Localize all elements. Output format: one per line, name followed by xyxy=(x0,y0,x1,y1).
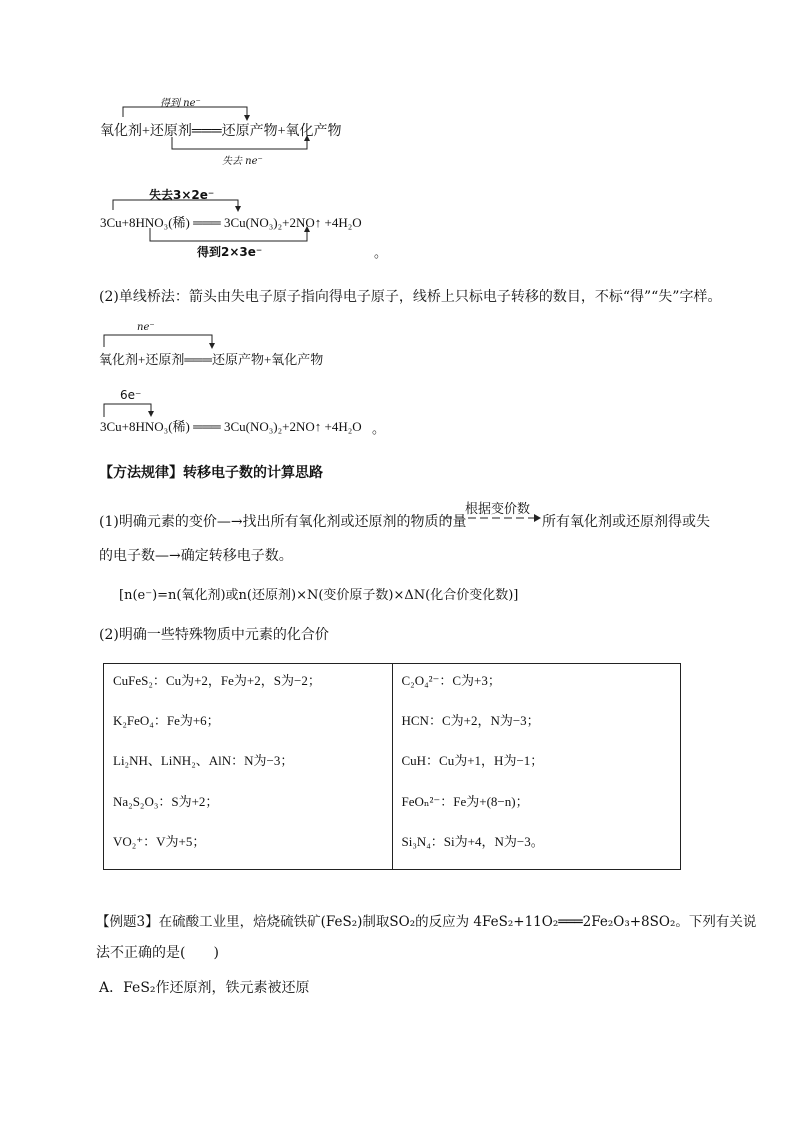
table-cell: Si₃N₄：Si为+4，N为−3。 xyxy=(401,834,544,849)
table-cell: FeOₙ²⁻：Fe为+(8−n)； xyxy=(401,794,529,809)
diagram4-equation: 3Cu+8HNO₃(稀) ═══ 3Cu(NO₃)₂+2NO↑ +4H₂O xyxy=(100,419,362,434)
diagram1-equation: 氧化剂+还原剂═══还原产物+氧化产物 xyxy=(100,124,342,139)
valence-table-left-column xyxy=(104,664,392,869)
diagram2-bottom-label: 得到2×3e⁻ xyxy=(197,245,263,259)
diagram4-top-label: 6e⁻ xyxy=(120,388,142,402)
example-line2: 法不正确的是( ) xyxy=(96,945,219,961)
diagram2-equation: 3Cu+8HNO₃(稀) ═══ 3Cu(NO₃)₂+2NO↑ +4H₂O xyxy=(100,215,362,230)
option-a: A．FeS₂作还原剂，铁元素被还原 xyxy=(99,980,310,996)
single-bridge-description: (2)单线桥法：箭头由失电子原子指向得电子原子，线桥上只标电子转移的数目，不标“得”“失”字样。 xyxy=(99,289,722,305)
table-cell: Na₂S₂O₃：S为+2； xyxy=(113,794,219,809)
diagram3-top-label: ne⁻ xyxy=(137,322,155,333)
table-cell: VO₂⁺：V为+5； xyxy=(113,834,206,849)
table-cell: HCN：C为+2，N为−3； xyxy=(401,713,540,728)
diagram1-bottom-label: 失去 ne⁻ xyxy=(222,156,263,167)
valence-table-right-column xyxy=(392,664,681,869)
table-cell: K₂FeO₄：Fe为+6； xyxy=(113,713,220,728)
example-line1: 【例题3】在硫酸工业里，焙烧硫铁矿(FeS₂)制取SO₂的反应为 4FeS₂+11O₂═══2Fe₂O₃+8SO₂。下列有关说 xyxy=(96,914,757,930)
valence-table xyxy=(103,663,681,870)
table-cell: C₂O₄²⁻：C为+3； xyxy=(401,673,501,688)
method-point2: (2)明确一些特殊物质中元素的化合价 xyxy=(99,627,329,643)
diagram1-top-label: 得到 ne⁻ xyxy=(160,98,201,109)
table-cell: CuH：Cu为+1，H为−1； xyxy=(401,753,544,768)
method-line1-a: (1)明确元素的变价—→找出所有氧化剂或还原剂的物质的量 xyxy=(99,514,467,530)
table-cell: Li₂NH、LiNH₂、AlN：N为−3； xyxy=(113,753,294,768)
method-line2: 的电子数—→确定转移电子数。 xyxy=(99,548,293,564)
method-line1-b: 所有氧化剂或还原剂得或失 xyxy=(542,514,710,530)
diagram2-top-label: 失去3×2e⁻ xyxy=(149,188,215,202)
method-formula: [n(e⁻)=n(氧化剂)或n(还原剂)×N(变价原子数)×ΔN(化合价变化数)] xyxy=(119,588,519,603)
method-arrow-label: 根据变价数 xyxy=(465,502,531,517)
method-heading: 【方法规律】转移电子数的计算思路 xyxy=(99,465,323,481)
table-cell: CuFeS₂：Cu为+2，Fe为+2，S为−2； xyxy=(113,673,321,688)
diagram4-period: 。 xyxy=(372,421,386,436)
diagram3-equation: 氧化剂+还原剂═══还原产物+氧化产物 xyxy=(99,352,324,367)
diagram2-period: 。 xyxy=(374,245,388,260)
